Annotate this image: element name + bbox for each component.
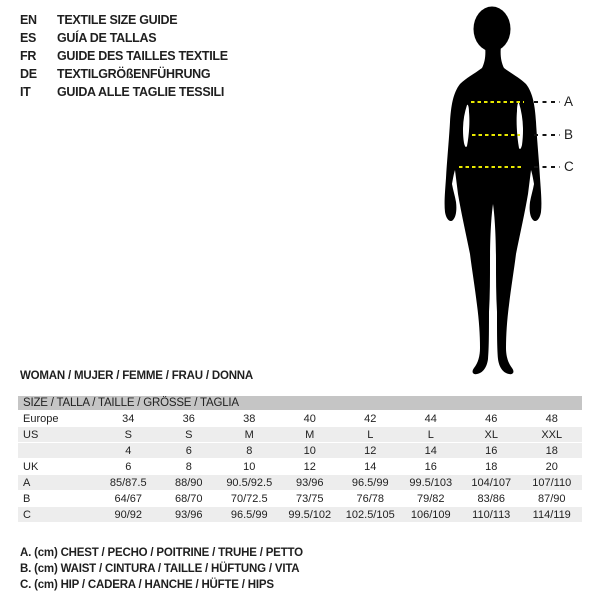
size-cell: 70/72.5 xyxy=(219,491,280,507)
size-cell: 44 xyxy=(401,411,462,427)
size-cell: 102.5/105 xyxy=(340,507,401,523)
size-cell: 10 xyxy=(280,443,341,459)
size-cell: 104/107 xyxy=(461,475,522,491)
size-cell: 85/87.5 xyxy=(98,475,159,491)
size-cell: 93/96 xyxy=(280,475,341,491)
size-cell: 87/90 xyxy=(522,491,583,507)
size-cell: 18 xyxy=(461,459,522,475)
language-guide xyxy=(20,11,228,101)
language-guide-title: TEXTILE SIZE GUIDE xyxy=(57,13,178,27)
chest-leader-line xyxy=(534,101,560,103)
size-table-body xyxy=(18,411,582,523)
size-cell: L xyxy=(401,427,462,443)
size-cell: M xyxy=(280,427,341,443)
table-row xyxy=(18,443,582,459)
language-code: DE xyxy=(20,67,37,81)
size-cell: 68/70 xyxy=(159,491,220,507)
row-label: B xyxy=(18,491,98,507)
size-cell: 46 xyxy=(461,411,522,427)
chest-measure-line xyxy=(471,101,524,103)
size-cell: 36 xyxy=(159,411,220,427)
language-code: EN xyxy=(20,13,37,27)
size-cell: L xyxy=(340,427,401,443)
size-cell: 48 xyxy=(522,411,583,427)
hip-leader-line xyxy=(534,166,560,168)
row-label: C xyxy=(18,507,98,523)
measurement-legend xyxy=(20,545,303,593)
size-cell: 90.5/92.5 xyxy=(219,475,280,491)
size-cell: 12 xyxy=(340,443,401,459)
silhouette-head xyxy=(474,7,511,52)
table-row xyxy=(18,427,582,443)
size-cell: 14 xyxy=(340,459,401,475)
size-cell: 99.5/103 xyxy=(401,475,462,491)
language-guide-title: GUIDE DES TAILLES TEXTILE xyxy=(57,49,228,63)
row-label: Europe xyxy=(18,411,98,427)
legend-line: A. (cm) CHEST / PECHO / POITRINE / TRUHE / PETTO xyxy=(20,547,303,559)
size-cell: 64/67 xyxy=(98,491,159,507)
table-row xyxy=(18,475,582,491)
table-row xyxy=(18,411,582,427)
table-row xyxy=(18,491,582,507)
language-guide-title: GUÍA DE TALLAS xyxy=(57,31,157,45)
size-cell: 93/96 xyxy=(159,507,220,523)
language-code: FR xyxy=(20,49,37,63)
size-cell: 88/90 xyxy=(159,475,220,491)
row-label: A xyxy=(18,475,98,491)
size-cell: 73/75 xyxy=(280,491,341,507)
size-cell: 20 xyxy=(522,459,583,475)
size-cell: 34 xyxy=(98,411,159,427)
size-cell: 76/78 xyxy=(340,491,401,507)
size-cell: 96.5/99 xyxy=(219,507,280,523)
hip-measure-line xyxy=(459,166,524,168)
size-cell: S xyxy=(159,427,220,443)
woman-silhouette xyxy=(405,0,581,380)
row-label xyxy=(18,443,98,459)
size-cell: S xyxy=(98,427,159,443)
waist-leader-line xyxy=(534,134,560,136)
size-cell: 10 xyxy=(219,459,280,475)
size-cell: 40 xyxy=(280,411,341,427)
size-cell: 99.5/102 xyxy=(280,507,341,523)
measure-label-a: A xyxy=(564,94,574,109)
measure-label-c: C xyxy=(564,159,574,174)
size-cell: 79/82 xyxy=(401,491,462,507)
table-row xyxy=(18,459,582,475)
size-cell: 6 xyxy=(98,459,159,475)
size-cell: M xyxy=(219,427,280,443)
size-cell: XL xyxy=(461,427,522,443)
row-label: US xyxy=(18,427,98,443)
size-cell: 16 xyxy=(401,459,462,475)
size-cell: 114/119 xyxy=(522,507,583,523)
table-row xyxy=(18,507,582,523)
size-cell: 6 xyxy=(159,443,220,459)
size-cell: 8 xyxy=(159,459,220,475)
size-cell: 90/92 xyxy=(98,507,159,523)
language-code: IT xyxy=(20,85,31,99)
size-cell: 107/110 xyxy=(522,475,583,491)
size-cell: XXL xyxy=(522,427,583,443)
size-cell: 110/113 xyxy=(461,507,522,523)
size-table xyxy=(18,396,582,523)
language-code: ES xyxy=(20,31,37,45)
size-cell: 4 xyxy=(98,443,159,459)
section-title-woman: WOMAN / MUJER / FEMME / FRAU / DONNA xyxy=(20,370,254,382)
row-label: UK xyxy=(18,459,98,475)
size-cell: 8 xyxy=(219,443,280,459)
size-cell: 42 xyxy=(340,411,401,427)
size-table-header: SIZE / TALLA / TAILLE / GRÖSSE / TAGLIA xyxy=(18,396,582,411)
language-guide-title: TEXTILGRÖßENFÜHRUNG xyxy=(57,67,211,81)
size-cell: 106/109 xyxy=(401,507,462,523)
legend-line: B. (cm) WAIST / CINTURA / TAILLE / HÜFTUNG / VITA xyxy=(20,563,300,575)
size-cell: 83/86 xyxy=(461,491,522,507)
waist-measure-line xyxy=(472,134,520,136)
size-cell: 96.5/99 xyxy=(340,475,401,491)
legend-line: C. (cm) HIP / CADERA / HANCHE / HÜFTE / HIPS xyxy=(20,579,274,591)
silhouette-body xyxy=(445,45,542,374)
size-cell: 38 xyxy=(219,411,280,427)
size-cell: 12 xyxy=(280,459,341,475)
size-cell: 18 xyxy=(522,443,583,459)
size-table-header-row xyxy=(18,396,582,411)
measure-label-b: B xyxy=(564,127,574,142)
size-cell: 14 xyxy=(401,443,462,459)
language-guide-title: GUIDA ALLE TAGLIE TESSILI xyxy=(57,85,225,99)
size-cell: 16 xyxy=(461,443,522,459)
